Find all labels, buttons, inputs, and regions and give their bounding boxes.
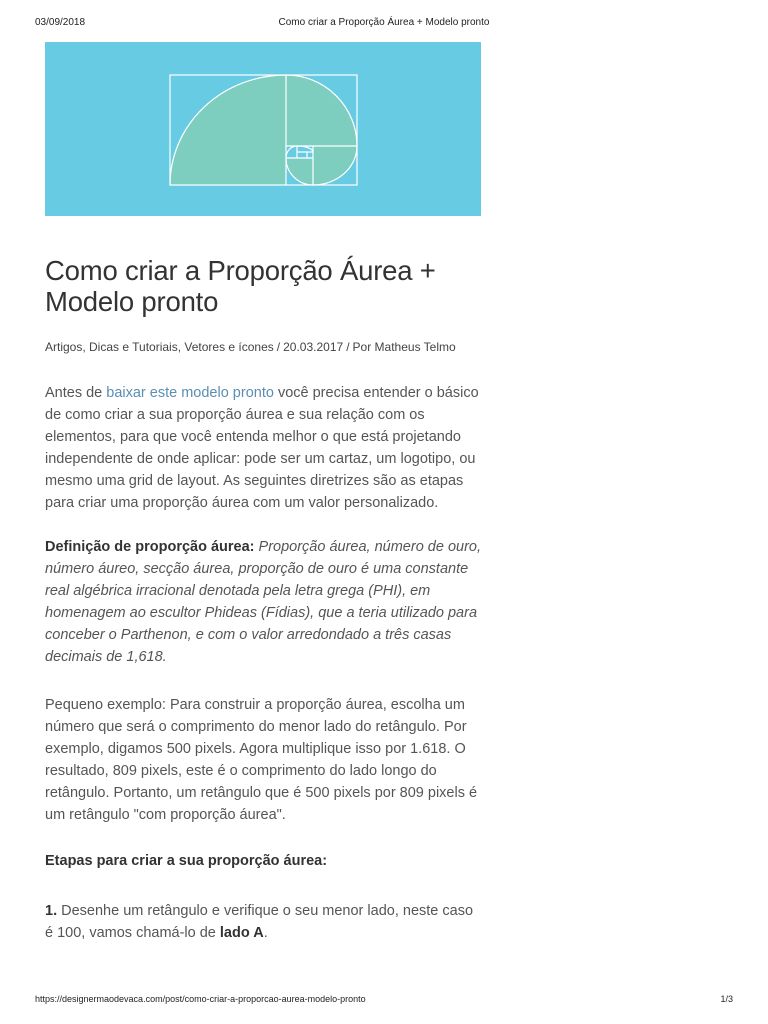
step-1-paragraph: 1. Desenhe um retângulo e verifique o seu menor lado, neste caso é 100, vamos chamá-lo de lado A. [45,903,474,941]
article-body [45,255,485,944]
side-a-label: lado A [219,925,264,941]
spiral-fill-2 [286,75,357,146]
print-url: https://designermaodevaca.com/post/como-criar-a-proporcao-aurea-modelo-pronto [35,994,366,1004]
golden-ratio-spiral-icon [45,42,481,216]
article-author[interactable]: Por Matheus Telmo [352,340,456,354]
hero-image [45,42,481,216]
definition-label: Definição de proporção áurea: [45,539,255,555]
intro-paragraph: Antes de baixar este modelo pronto você precisa entender o básico de como criar a sua proporção áurea e sua relação com os elementos, para que você entenda melhor o que está projetando independente de onde aplicar: pode ser um cartaz, um logotipo, ou mesmo uma grid de layout. As seguintes diretrizes são as etapas para criar uma proporção áurea com um valor personalizado. [45,385,479,511]
article-date: 20.03.2017 [283,340,344,354]
spiral-fill-3 [313,146,357,185]
article-categories[interactable]: Artigos, Dicas e Tutoriais, Vetores e ícones [45,340,274,354]
print-title: Como criar a Proporção Áurea + Modelo pronto [278,17,490,28]
print-date: 03/09/2018 [35,17,86,28]
article-title: Como criar a Proporção Áurea + Modelo pronto [45,255,436,317]
print-footer [35,994,733,1008]
article-meta: Artigos, Dicas e Tutoriais, Vetores e ícones / 20.03.2017 / Por Matheus Telmo [45,340,456,354]
step-number: 1. [45,903,58,919]
example-paragraph: Pequeno exemplo: Para construir a proporção áurea, escolha um número que será o comprimento do menor lado do retângulo. Por exemplo, digamos 500 pixels. Agora multiplique isso por 1.618. O resultado, 809 pixels, este é o comprimento do lado longo do retângulo. Portanto, um retângulo que é 500 pixels por 809 pixels é um retângulo "com proporção áurea". [45,697,478,823]
spiral-fill [170,75,286,185]
print-header [35,17,733,31]
download-template-link[interactable]: baixar este modelo pronto [106,385,274,401]
definition-paragraph [45,536,485,668]
definition-text: Proporção áurea, número de ouro, número áureo, secção áurea, proporção de ouro é uma constante real algébrica irracional denotada pela letra grega (PHI), em homenagem ao escultor Phideas (Fídias), que a teria utilizado para conceber o Parthenon, e com o valor arredondado a três casas decimais de 1,618. [45,539,482,665]
spiral-arc-5 [286,146,297,158]
page-number: 1/3 [720,994,733,1004]
steps-heading: Etapas para criar a sua proporção áurea: [45,853,328,869]
spiral-arc-6 [297,146,313,152]
